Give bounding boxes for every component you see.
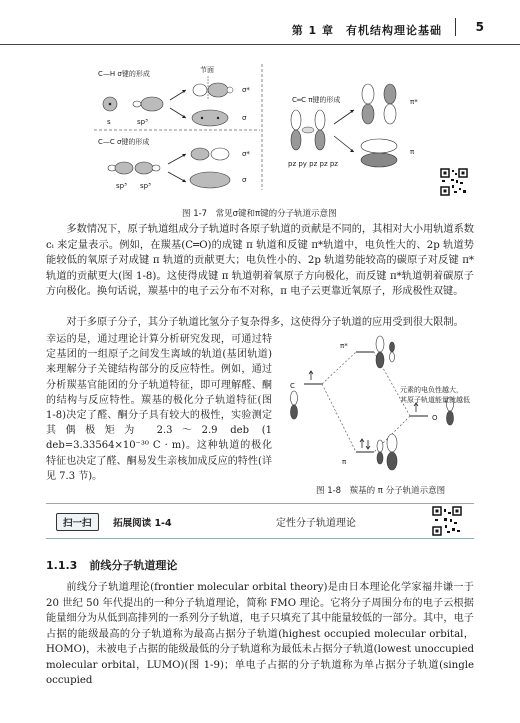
note-line-2: 其原子轨道能量就越低 (400, 396, 470, 404)
pi-star-lobe-b (384, 84, 396, 104)
running-header (0, 0, 520, 45)
figure-1-8-diagram (282, 334, 474, 482)
panel-ch-title: C—H σ键的形成 (98, 70, 150, 78)
label-o: O (432, 414, 438, 422)
note-line-1: 元素的电负性越大， (400, 386, 463, 394)
qr-code-icon (432, 506, 462, 536)
paragraph-2-lead (46, 315, 474, 331)
label-sigma-2: σ (242, 176, 247, 184)
paragraph-2-lead-text: 对于多原子分子，其分子轨道比氢分子复杂得多，这使得分子轨道的应用受到很大限制。 (66, 317, 464, 328)
label-sigma-star-1: σ* (242, 86, 250, 94)
sigma-star-cc-b (211, 148, 229, 160)
label-pi-star-18: π* (340, 342, 348, 350)
sigma-star-cc-a (191, 148, 209, 160)
scan-label: 扫一扫 (56, 513, 99, 531)
figure-1-7 (92, 62, 458, 198)
panel-cc-title: C—C σ键的形成 (98, 138, 150, 146)
sp3-orbital-large (141, 97, 163, 111)
label-c: C (290, 382, 295, 390)
figure-1-8 (282, 334, 474, 482)
label-pi-18: π (342, 458, 347, 466)
chapter-title: 第 1 章 有机结构理论基础 (291, 24, 442, 37)
header-divider (455, 18, 456, 36)
section-title: 前线分子轨道理论 (89, 559, 178, 572)
page-number: 5 (475, 20, 484, 34)
label-p-orbitals: pz py pz pz pz (288, 160, 338, 168)
extended-reading-box[interactable] (46, 503, 474, 539)
figure-1-7-caption: 图 1-7 常见σ键和π键的分子轨道示意图 (182, 209, 337, 219)
sp3-orbital-small (133, 101, 141, 107)
extended-reading-title[interactable]: 定性分子轨道理论 (276, 518, 356, 529)
pi-bonding (361, 139, 397, 153)
label-sp3: sp³ (137, 118, 148, 126)
section-heading (46, 557, 177, 573)
label-s: s (107, 118, 111, 126)
paragraph-2 (46, 332, 272, 484)
sigma-star-ch-a (193, 84, 207, 96)
figure-1-7-diagram (92, 62, 458, 198)
label-sp3-a: sp³ (116, 182, 127, 190)
label-sp3-b: sp³ (140, 182, 151, 190)
panel-pi-title: C═C π键的形成 (292, 96, 341, 104)
label-pi: π (410, 148, 415, 156)
label-sigma-star-2: σ* (242, 150, 250, 158)
qr-code-2[interactable] (432, 506, 462, 536)
sigma-star-ch-b (208, 83, 228, 97)
paragraph-1-text: 多数情况下，原子轨道组成分子轨道时各原子轨道的贡献是不同的，其相对大小用轨道系数 cᵢ 来定量表示。例如，在羰基(C═O)的成键 π 轨道和反键 π*轨道中，电负性大的、2p 轨道势能较低的氧原子对成键 π 轨道的贡献更大；电负性小的、2p 轨道势能较高的碳原子对反键 π*轨道的贡献更大(图 1-8)。这使得成键 π 轨道朝着氧原子方向极化，而反键 π*轨道朝着碳原子方向极化。换句话说，羰基中的电子云分布不对称，π 电子云更靠近氧原子，形成极性双键。 (46, 224, 474, 297)
label-sigma-1: σ (242, 114, 247, 122)
qr-code-1[interactable] (440, 168, 468, 196)
paragraph-3-text: 前线分子轨道理论(frontier molecular orbital theory)是由日本理论化学家福井谦一于 20 世纪 50 年代提出的一种分子轨道理论，简称 FMO 理论。它将分子周围分布的电子云根据能量细分为从低到高排列的一系列分子轨道，电子只填充了其中能量较低的一部分。其中，电子占据的能级最高的分子轨道称为最高占据分子轨道(highest occupied molecular orbital，HOMO)，未被电子占据的能级最低的分子轨道称为最低未占据分子轨道(lowest unoccupied molecular orbital，LUMO)(图 1-9)；单电子占据的分子轨道称为单占据分子轨道(single occupied (46, 582, 474, 686)
qr-code-icon (440, 168, 468, 196)
pi-star-lobe-a (362, 84, 374, 104)
paragraph-2-text: 幸运的是，通过理论计算分析研究发现，可通过特定基团的一组原子之间发生离域的轨道(基团轨道)来理解分子关键结构部分的反应特性。例如，通过分析羰基官能团的分子轨道特征，即可理解醛、酮的结构与反应特性。羰基的极化分子轨道特征(图 1-8)决定了醛、酮分子具有较大的极性，实验测定其偶极矩为 2.3～2.9 deb (1 deb=3.33564×10⁻³⁰ C · m)。这种轨道的极化特征也决定了醛、酮易发生亲核加成反应的特性(详见 7.3 节)。 (46, 334, 272, 482)
label-pi-star: π* (410, 98, 418, 106)
paragraph-3 (46, 580, 474, 689)
section-number: 1.1.3 (46, 559, 78, 572)
node-plane: 节面 (200, 66, 214, 74)
sigma-ch (192, 110, 228, 126)
sigma-cc (190, 172, 230, 188)
reading-tag: 拓展阅读 1-4 (113, 518, 172, 529)
paragraph-1 (46, 222, 474, 300)
figure-1-8-caption: 图 1-8 羰基的 π 分子轨道示意图 (316, 486, 446, 496)
extended-reading-tag (56, 513, 182, 529)
